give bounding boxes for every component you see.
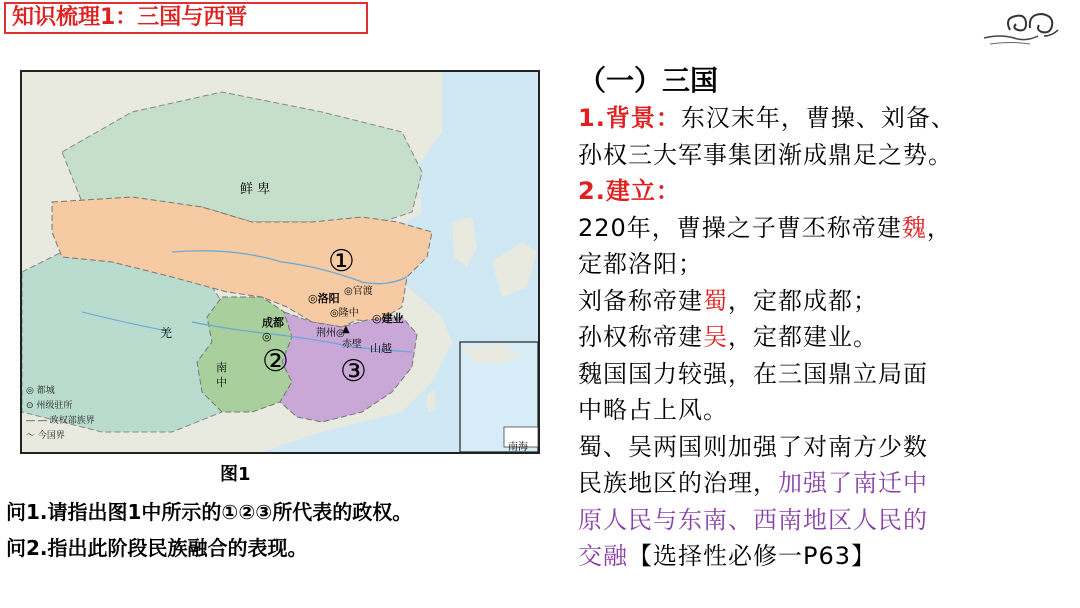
question-1: 问1.请指出图1中所示的①②③所代表的政权。 — [6, 500, 413, 524]
city-jingzhou: 荆州◎ — [316, 328, 345, 339]
wei-capital-line: 定都洛阳； — [578, 250, 703, 278]
city-guandu: ◎官渡 — [344, 286, 373, 297]
map-label-qiang: 羌 — [160, 326, 173, 340]
shu-line: 刘备称帝建蜀，定都成都； — [578, 286, 878, 315]
figure-caption: 图1 — [220, 464, 251, 485]
map-label-shanyue: 山越 — [370, 342, 392, 355]
legend-capital: ◎ 都城 — [26, 386, 55, 396]
wu-line: 孙权称帝建吴，定都建业。 — [578, 323, 878, 351]
marker-shu: ② — [262, 344, 289, 379]
city-jianye: ◎建业 — [372, 312, 404, 325]
south-line-2: 民族地区的治理，加强了南迁中 — [578, 469, 928, 497]
establish-label: 2.建立： — [578, 177, 681, 205]
map-label-nanzhong: 南 中 — [216, 361, 227, 389]
section-heading: （一）三国 — [578, 64, 719, 97]
city-chibi: ▲ 赤壁 — [342, 324, 362, 350]
map-label-xianbei: 鲜 卑 — [240, 182, 271, 197]
marker-wei: ① — [328, 244, 355, 279]
city-chengdu: 成都 ◎ — [262, 316, 284, 343]
slide-title: 知识梳理1：三国与西晋 — [4, 2, 368, 34]
marker-wu: ③ — [340, 354, 367, 389]
question-2: 问2.指出此阶段民族融合的表现。 — [6, 536, 308, 560]
strength-line-1: 魏国国力较强，在三国鼎立局面 — [578, 359, 928, 388]
three-kingdoms-map — [20, 70, 540, 454]
legend-modern: ～ 今国界 — [26, 431, 65, 441]
map-legend — [26, 384, 95, 444]
city-luoyang: ◎洛阳 — [308, 292, 340, 305]
south-line-1: 蜀、吴两国则加强了对南方少数 — [578, 432, 928, 461]
city-longzhong: ◎隆中 — [330, 308, 359, 319]
background-line-2: 孙权三大军事集团渐成鼎足之势。 — [578, 140, 953, 169]
legend-state-seat: ⊙ 州级驻所 — [26, 401, 73, 411]
strength-line-2: 中略占上风。 — [578, 396, 728, 424]
map-label-nanhai: 南海 — [508, 442, 528, 453]
south-line-4: 交融【选择性必修一P63】 — [578, 542, 877, 570]
cloud-ornament-icon — [980, 8, 1062, 48]
content-panel — [578, 62, 1073, 575]
background-line-1: 1.背景：东汉末年，曹操、刘备、 — [578, 104, 956, 132]
legend-boundary: ― ― 政权部族界 — [26, 416, 95, 426]
wei-line: 220年，曹操之子曹丕称帝建魏， — [578, 213, 952, 242]
south-line-3: 原人民与东南、西南地区人民的 — [578, 505, 928, 534]
